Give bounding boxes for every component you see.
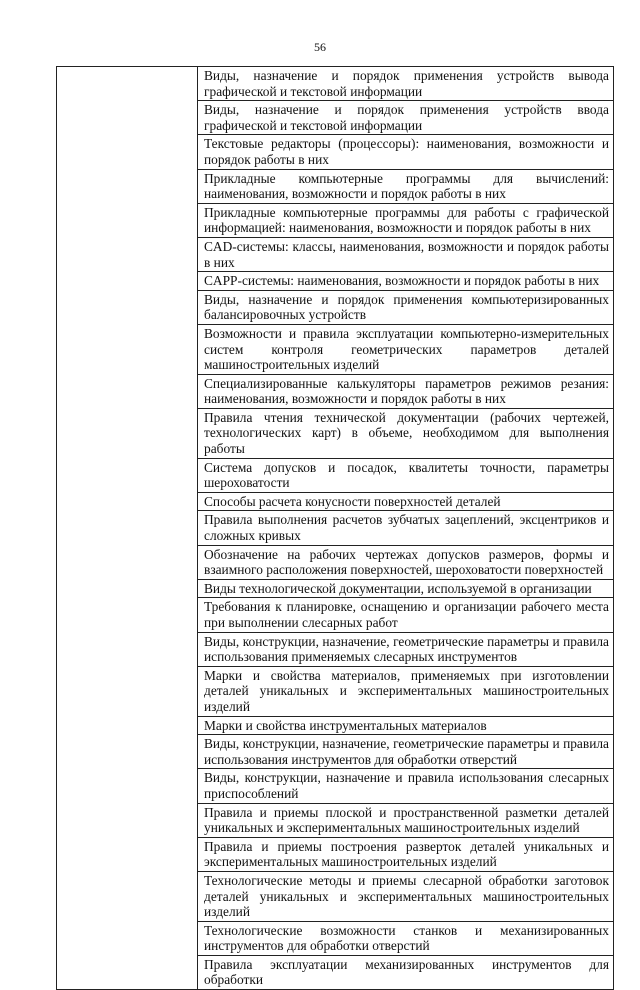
knowledge-item: Прикладные компьютерные программы для работы с графической информацией: наименования, возможности и порядок работы в них [198, 204, 613, 238]
knowledge-item: Способы расчета конусности поверхностей деталей [198, 493, 613, 512]
knowledge-item: Текстовые редакторы (процессоры): наименования, возможности и порядок работы в них [198, 135, 613, 169]
knowledge-item: Виды, назначение и порядок применения устройств ввода графической и текстовой информации [198, 101, 613, 135]
knowledge-item: CAD-системы: классы, наименования, возможности и порядок работы в них [198, 238, 613, 272]
knowledge-table [56, 66, 614, 990]
knowledge-item: Система допусков и посадок, квалитеты точности, параметры шероховатости [198, 459, 613, 493]
label-column-cell [57, 67, 198, 990]
knowledge-item: Правила эксплуатации механизированных инструментов для обработки [204, 956, 609, 988]
table-row [57, 67, 614, 990]
knowledge-item: Требования к планировке, оснащению и организации рабочего места при выполнении слесарных работ [198, 598, 613, 632]
page-number: 56 [314, 40, 326, 54]
knowledge-item: Виды, назначение и порядок применения устройств вывода графической и текстовой информации [198, 67, 613, 101]
knowledge-item: Правила выполнения расчетов зубчатых зацеплений, эксцентриков и сложных кривых [198, 511, 613, 545]
knowledge-item: Возможности и правила эксплуатации компьютерно-измерительных систем контроля геометрических параметров деталей машиностроительных изделий [198, 325, 613, 375]
knowledge-column-cell [198, 67, 614, 990]
knowledge-item: Правила и приемы плоской и пространственной разметки деталей уникальных и экспериментальных машиностроительных изделий [198, 804, 613, 838]
knowledge-item: Технологические методы и приемы слесарной обработки заготовок деталей уникальных и экспериментальных машиностроительных изделий [198, 872, 613, 922]
knowledge-item: Правила и приемы построения разверток деталей уникальных и экспериментальных машиностроительных изделий [198, 838, 613, 872]
knowledge-item: Прикладные компьютерные программы для вычислений: наименования, возможности и порядок работы в них [198, 170, 613, 204]
knowledge-item: Технологические возможности станков и механизированных инструментов для обработки отверстий [198, 922, 613, 956]
knowledge-item: Специализированные калькуляторы параметров режимов резания: наименования, возможности и порядок работы в них [198, 375, 613, 409]
knowledge-item: Марки и свойства инструментальных материалов [198, 717, 613, 736]
knowledge-item: Виды, конструкции, назначение, геометрические параметры и правила использования инструментов для обработки отверстий [198, 735, 613, 769]
knowledge-item: Правила чтения технической документации (рабочих чертежей, технологических карт) в объеме, необходимом для выполнения работы [198, 409, 613, 459]
knowledge-item: Виды технологической документации, используемой в организации [198, 580, 613, 599]
knowledge-item: Виды, назначение и порядок применения компьютеризированных балансировочных устройств [198, 291, 613, 325]
knowledge-item: Марки и свойства материалов, применяемых при изготовлении деталей уникальных и экспериментальных машиностроительных изделий [198, 667, 613, 717]
knowledge-item: Обозначение на рабочих чертежах допусков размеров, формы и взаимного расположения поверхностей, шероховатости поверхностей [198, 546, 613, 580]
knowledge-item: Виды, конструкции, назначение, геометрические параметры и правила использования применяемых слесарных инструментов [198, 633, 613, 667]
knowledge-item: Виды, конструкции, назначение и правила использования слесарных приспособлений [198, 769, 613, 803]
knowledge-item: CAPP-системы: наименования, возможности и порядок работы в них [198, 272, 613, 291]
